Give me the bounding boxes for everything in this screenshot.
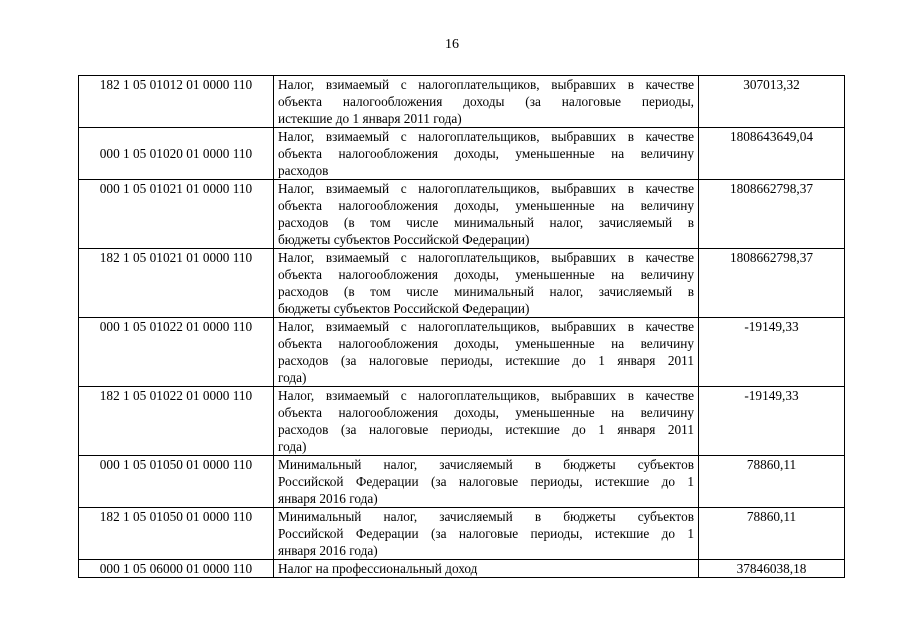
kbk-code-cell: 182 1 05 01050 01 0000 110: [79, 508, 274, 560]
amount-cell: 1808643649,04: [699, 128, 845, 180]
description-line: объекта налогообложения доходы, уменьшенные на величину: [278, 146, 694, 161]
budget-revenue-table: [78, 75, 845, 578]
description-cell: [274, 560, 699, 578]
description-line: года): [278, 370, 307, 385]
description-line: расходов (в том числе минимальный налог, зачисляемый в: [278, 284, 694, 299]
description-cell: [274, 249, 699, 318]
table-row: [79, 128, 845, 180]
kbk-code-cell: 000 1 05 06000 01 0000 110: [79, 560, 274, 578]
description-line: истекшие до 1 января 2011 года): [278, 111, 462, 126]
kbk-code-cell: 182 1 05 01012 01 0000 110: [79, 76, 274, 128]
description-cell: [274, 318, 699, 387]
table-row: [79, 456, 845, 508]
description-line: Налог, взимаемый с налогоплательщиков, выбравших в качестве: [278, 77, 694, 92]
kbk-code-cell: 000 1 05 01022 01 0000 110: [79, 318, 274, 387]
description-line: января 2016 года): [278, 543, 378, 558]
kbk-code-cell: 182 1 05 01021 01 0000 110: [79, 249, 274, 318]
amount-cell: 78860,11: [699, 508, 845, 560]
description-cell: [274, 128, 699, 180]
description-line: Налог, взимаемый с налогоплательщиков, выбравших в качестве: [278, 388, 694, 403]
page-number: 16: [445, 37, 459, 52]
description-line: января 2016 года): [278, 491, 378, 506]
description-line: расходов (за налоговые периоды, истекшие до 1 января 2011: [278, 422, 694, 437]
kbk-code-cell: 000 1 05 01020 01 0000 110: [79, 128, 274, 180]
description-cell: [274, 456, 699, 508]
amount-cell: 1808662798,37: [699, 180, 845, 249]
description-cell: [274, 508, 699, 560]
table-row: [79, 560, 845, 578]
description-line: бюджеты субъектов Российской Федерации): [278, 232, 530, 247]
amount-cell: 37846038,18: [699, 560, 845, 578]
amount-cell: 78860,11: [699, 456, 845, 508]
description-line: Налог, взимаемый с налогоплательщиков, выбравших в качестве: [278, 319, 694, 334]
description-line: расходов (за налоговые периоды, истекшие до 1 января 2011: [278, 353, 694, 368]
description-line: Минимальный налог, зачисляемый в бюджеты субъектов: [278, 509, 694, 524]
description-line: бюджеты субъектов Российской Федерации): [278, 301, 530, 316]
description-line: Налог, взимаемый с налогоплательщиков, выбравших в качестве: [278, 129, 694, 144]
description-cell: [274, 76, 699, 128]
table-row: [79, 508, 845, 560]
table-row: [79, 249, 845, 318]
description-line: Российской Федерации (за налоговые периоды, истекшие до 1: [278, 474, 694, 489]
description-line: расходов (в том числе минимальный налог, зачисляемый в: [278, 215, 694, 230]
description-line: объекта налогообложения доходы, уменьшенные на величину: [278, 405, 694, 420]
description-line: Российской Федерации (за налоговые периоды, истекшие до 1: [278, 526, 694, 541]
table-row: [79, 387, 845, 456]
description-cell: [274, 180, 699, 249]
table-row: [79, 76, 845, 128]
description-line: года): [278, 439, 307, 454]
description-line: Налог, взимаемый с налогоплательщиков, выбравших в качестве: [278, 250, 694, 265]
description-line: объекта налогообложения доходы, уменьшенные на величину: [278, 267, 694, 282]
description-cell: [274, 387, 699, 456]
amount-cell: -19149,33: [699, 318, 845, 387]
kbk-code-cell: 000 1 05 01021 01 0000 110: [79, 180, 274, 249]
description-line: объекта налогообложения доходы (за налоговые периоды,: [278, 94, 694, 109]
description-line: Налог на профессиональный доход: [278, 561, 478, 576]
kbk-code-cell: 182 1 05 01022 01 0000 110: [79, 387, 274, 456]
description-line: расходов: [278, 163, 329, 178]
amount-cell: 1808662798,37: [699, 249, 845, 318]
kbk-code-cell: 000 1 05 01050 01 0000 110: [79, 456, 274, 508]
table-row: [79, 180, 845, 249]
amount-cell: 307013,32: [699, 76, 845, 128]
amount-cell: -19149,33: [699, 387, 845, 456]
description-line: Налог, взимаемый с налогоплательщиков, выбравших в качестве: [278, 181, 694, 196]
description-line: объекта налогообложения доходы, уменьшенные на величину: [278, 198, 694, 213]
table-row: [79, 318, 845, 387]
description-line: объекта налогообложения доходы, уменьшенные на величину: [278, 336, 694, 351]
description-line: Минимальный налог, зачисляемый в бюджеты субъектов: [278, 457, 694, 472]
